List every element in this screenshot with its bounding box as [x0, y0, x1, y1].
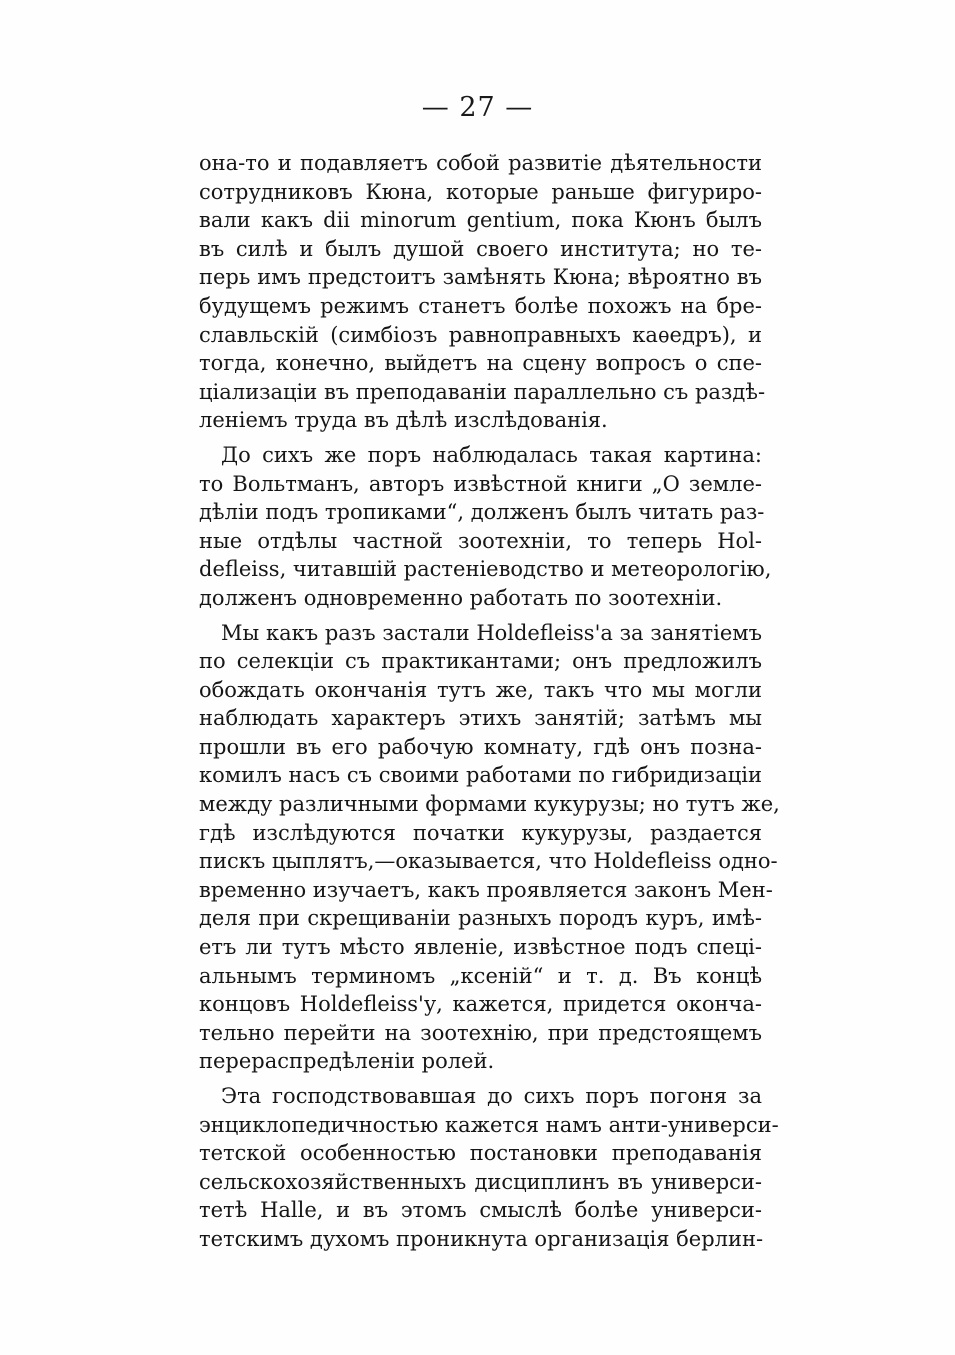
text-line: обождать окончанія тутъ же, такъ что мы могли [199, 677, 762, 702]
text-line: тетской особенностью постановки преподаванія [199, 1141, 762, 1166]
text-line: комилъ насъ съ своими работами по гибридизаціи [199, 763, 762, 788]
text-line: тогда, конечно, выйдетъ на сцену вопросъ о спе- [199, 351, 762, 376]
text-line: временно изучаетъ, какъ проявляется законъ Мен- [199, 877, 773, 902]
text-line: сотрудниковъ Кюна, которые раньше фигуриро- [199, 179, 762, 204]
text-line: славльскій (симбіозъ равноправныхъ каѳедръ), и [199, 322, 762, 347]
text-line: Мы какъ разъ застали Holdefleiss'a за занятіемъ [221, 620, 762, 645]
text-line: гдѣ изслѣдуются початки кукурузы, раздается [199, 820, 762, 845]
text-line: пискъ цыплятъ,—оказывается, что Holdefleiss одно- [199, 849, 778, 874]
text-line: альнымъ терминомъ „ксеній“ и т. д. Въ концѣ [199, 963, 762, 988]
text-line: деля при скрещиваніи разныхъ породъ куръ, имѣ- [199, 906, 762, 931]
text-line: долженъ одновременно работать по зоотехніи. [199, 585, 723, 610]
paragraph [199, 441, 772, 613]
paragraph [199, 1082, 779, 1254]
text-line: концовъ Holdefleiss'у, кажется, придется оконча- [199, 992, 762, 1017]
paragraph [199, 149, 766, 435]
text-line: дѣліи подъ тропиками“, долженъ былъ читать раз- [199, 500, 765, 525]
body-text [199, 149, 780, 1260]
text-line: ціализаціи въ преподаваніи параллельно съ раздѣ- [199, 379, 766, 404]
text-line: прошли въ его рабочую комнату, гдѣ онъ позна- [199, 734, 762, 759]
text-line: она-то и подавляетъ собой развитіе дѣятельности [199, 151, 762, 175]
text-line: До сихъ же поръ наблюдалась такая картина: [221, 442, 762, 467]
text-line: наблюдать характеръ этихъ занятій; затѣмъ мы [199, 706, 762, 731]
text-line: леніемъ труда въ дѣлѣ изслѣдованія. [199, 408, 608, 433]
text-line: тетѣ Halle, и въ этомъ смыслѣ болѣе универси- [199, 1198, 762, 1223]
text-line: ные отдѣлы частной зоотехніи, то теперь Hol- [199, 528, 762, 553]
paragraph [199, 619, 780, 1077]
text-line: энциклопедичностью кажется намъ анти-универси- [199, 1112, 779, 1137]
text-line: перераспредѣленіи ролей. [199, 1049, 495, 1074]
text-line: тельно перейти на зоотехнію, при предстоящемъ [199, 1020, 762, 1045]
text-line: defleiss, читавшій растеніеводство и метеорологію, [199, 557, 772, 582]
text-line: то Вольтманъ, авторъ извѣстной книги „О земле- [199, 471, 762, 496]
text-line: между различными формами кукурузы; но тутъ же, [199, 792, 780, 817]
text-line: етъ ли тутъ мѣсто явленіе, извѣстное подъ спеці- [199, 935, 762, 960]
text-line: тетскимъ духомъ проникнута организація берлин- [199, 1226, 764, 1251]
text-line: будущемъ режимъ станетъ болѣе похожъ на бре- [199, 293, 762, 318]
text-line: по селекціи съ практикантами; онъ предложилъ [199, 649, 762, 674]
page-number: — 27 — [421, 92, 534, 123]
text-line: перь имъ предстоитъ замѣнять Кюна; вѣроятно въ [199, 265, 762, 290]
text-line: вали какъ dii minorum gentium, пока Кюнъ былъ [199, 208, 762, 233]
text-line: сельскохозяйственныхъ дисциплинъ въ универси- [199, 1169, 762, 1194]
text-line: Эта господствовавшая до сихъ поръ погоня за [221, 1084, 762, 1108]
text-line: въ силѣ и былъ душой своего института; но те- [199, 236, 762, 261]
